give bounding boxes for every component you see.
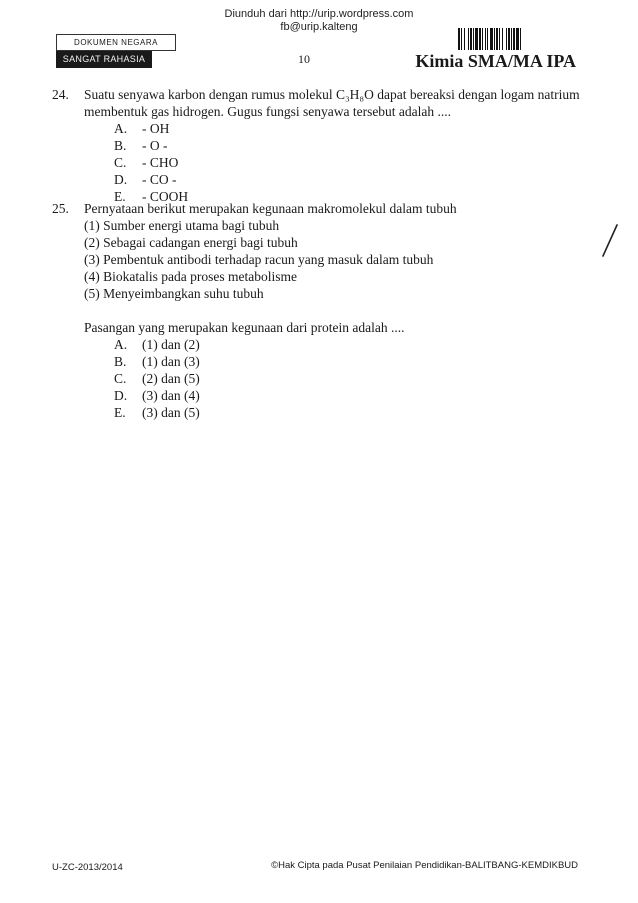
option-e (114, 404, 592, 421)
question-prompt: Pasangan yang merupakan kegunaan dari protein adalah .... (84, 320, 405, 335)
pen-mark-icon (600, 222, 620, 258)
question-text: Pernyataan berikut merupakan kegunaan makromolekul dalam tubuh (84, 201, 457, 216)
option-d (114, 387, 592, 404)
statement-item: (1) Sumber energi utama bagi tubuh (84, 218, 280, 233)
option-a (114, 120, 592, 137)
option-text: - CHO (142, 155, 179, 170)
option-b (114, 137, 592, 154)
option-d (114, 171, 592, 188)
barcode-image (458, 28, 568, 50)
option-c (114, 154, 592, 171)
option-text: - OH (142, 121, 170, 136)
exam-code: U-ZC-2013/2014 (52, 862, 123, 873)
option-a (114, 336, 592, 353)
option-label: A. (114, 121, 128, 136)
subject-title: Kimia SMA/MA IPA (415, 51, 576, 71)
option-label: D. (114, 388, 128, 403)
option-label: C. (114, 155, 127, 170)
option-label: A. (114, 337, 128, 352)
question-25 (52, 200, 592, 421)
option-text: - COOH (142, 189, 189, 204)
secret-label: SANGAT RAHASIA (56, 51, 152, 68)
option-label: D. (114, 172, 128, 187)
option-text: (1) dan (3) (142, 354, 200, 369)
question-text-line: membentuk gas hidrogen. Gugus fungsi senyawa tersebut adalah .... (84, 104, 452, 119)
document-label: DOKUMEN NEGARA (56, 34, 176, 51)
statement-item: (5) Menyeimbangkan suhu tubuh (84, 286, 264, 301)
option-label: E. (114, 189, 126, 204)
option-text: (1) dan (2) (142, 337, 200, 352)
copyright-notice: ©Hak Cipta pada Pusat Penilaian Pendidikan-BALITBANG-KEMDIKBUD (271, 860, 578, 871)
option-label: C. (114, 371, 127, 386)
watermark-contact: fb@urip.kalteng (280, 21, 358, 33)
question-24 (52, 86, 592, 205)
statement-item: (2) Sebagai cadangan energi bagi tubuh (84, 235, 298, 250)
option-label: E. (114, 405, 126, 420)
option-text: - CO - (142, 172, 177, 187)
option-text: (2) dan (5) (142, 371, 200, 386)
question-number: 24. (52, 87, 69, 102)
page-number: 10 (298, 52, 310, 66)
question-text-line: Suatu senyawa karbon dengan rumus molekul C₃H₈O dapat bereaksi dengan logam natrium (84, 87, 580, 102)
option-b (114, 353, 592, 370)
option-label: B. (114, 354, 127, 369)
option-label: B. (114, 138, 127, 153)
question-number: 25. (52, 201, 69, 216)
option-text: (3) dan (4) (142, 388, 200, 403)
statement-item: (3) Pembentuk antibodi terhadap racun yang masuk dalam tubuh (84, 252, 434, 267)
watermark-url: Diunduh dari http://urip.wordpress.com (224, 8, 414, 20)
option-text: - O - (142, 138, 168, 153)
option-text: (3) dan (5) (142, 405, 200, 420)
statement-item: (4) Biokatalis pada proses metabolisme (84, 269, 297, 284)
option-c (114, 370, 592, 387)
